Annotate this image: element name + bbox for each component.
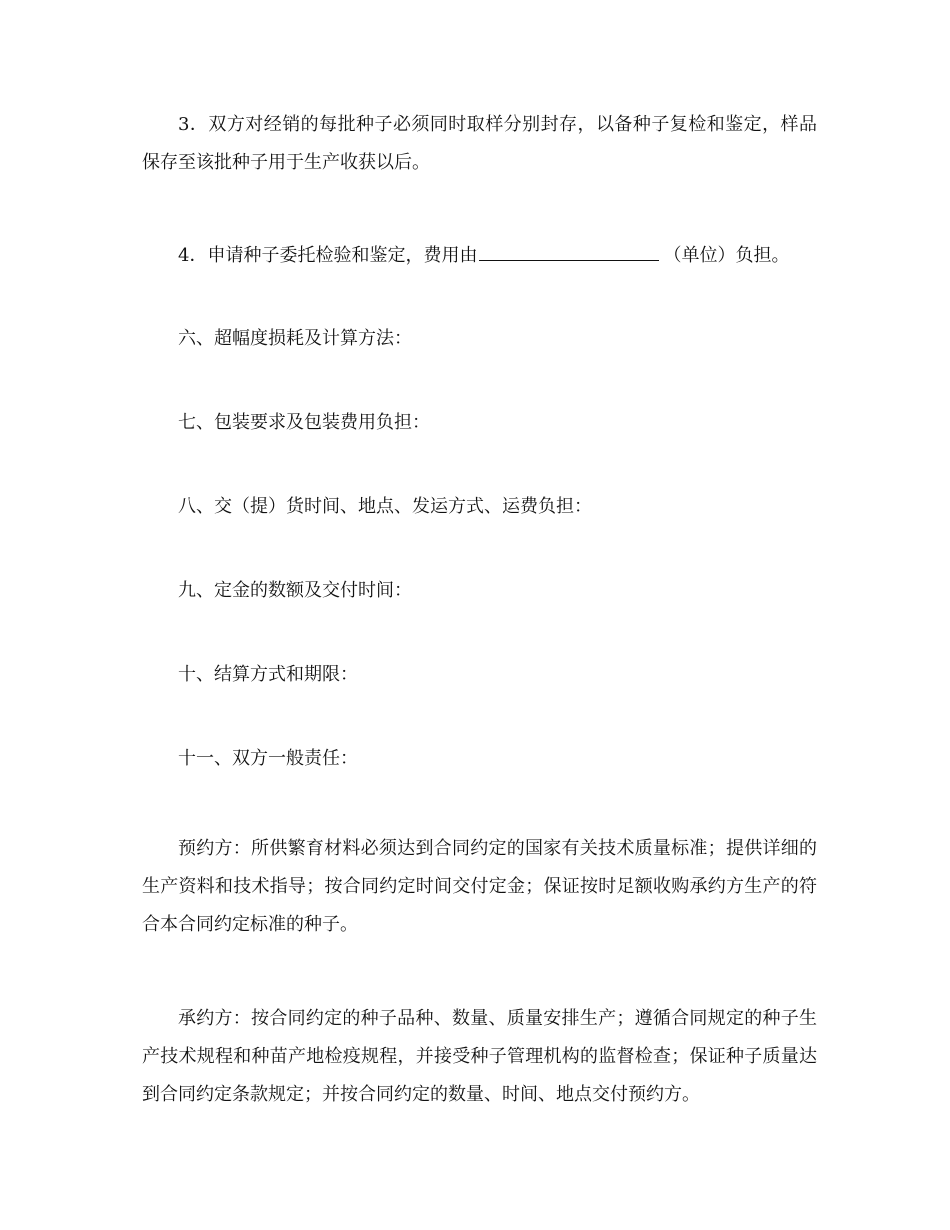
section-8-heading: 八、交（提）货时间、地点、发运方式、运费负担：	[178, 496, 592, 517]
payer-blank-line	[479, 244, 659, 261]
clause-4-prefix: 4．申请种子委托检验和鉴定，费用由	[178, 245, 478, 266]
section-7-heading: 七、包装要求及包装费用负担：	[178, 412, 430, 433]
seller-duties-paragraph: 承约方：按合同约定的种子品种、数量、质量安排生产；遵循合同规定的种子生产技术规程和种苗产地检疫规程，并接受种子管理机构的监督检查；保证种子质量达到合同约定条款规定；并按合同约定的数量、时间、地点交付预约方。	[142, 1008, 817, 1105]
section-10-heading: 十、结算方式和期限：	[178, 664, 358, 685]
clause-3: 3．双方对经销的每批种子必须同时取样分别封存，以备种子复检和鉴定，样品保存至该批种子用于生产收获以后。	[142, 114, 817, 173]
section-9-heading: 九、定金的数额及交付时间：	[178, 580, 412, 601]
clause-4-suffix: （单位）负担。	[663, 245, 790, 266]
buyer-duties-paragraph: 预约方：所供繁育材料必须达到合同约定的国家有关技术质量标准；提供详细的生产资料和技术指导；按合同约定时间交付定金；保证按时足额收购承约方生产的符合本合同约定标准的种子。	[142, 838, 817, 935]
section-6-heading: 六、超幅度损耗及计算方法：	[178, 328, 412, 349]
clause-4	[178, 244, 789, 267]
section-11-heading: 十一、双方一般责任：	[178, 748, 358, 769]
